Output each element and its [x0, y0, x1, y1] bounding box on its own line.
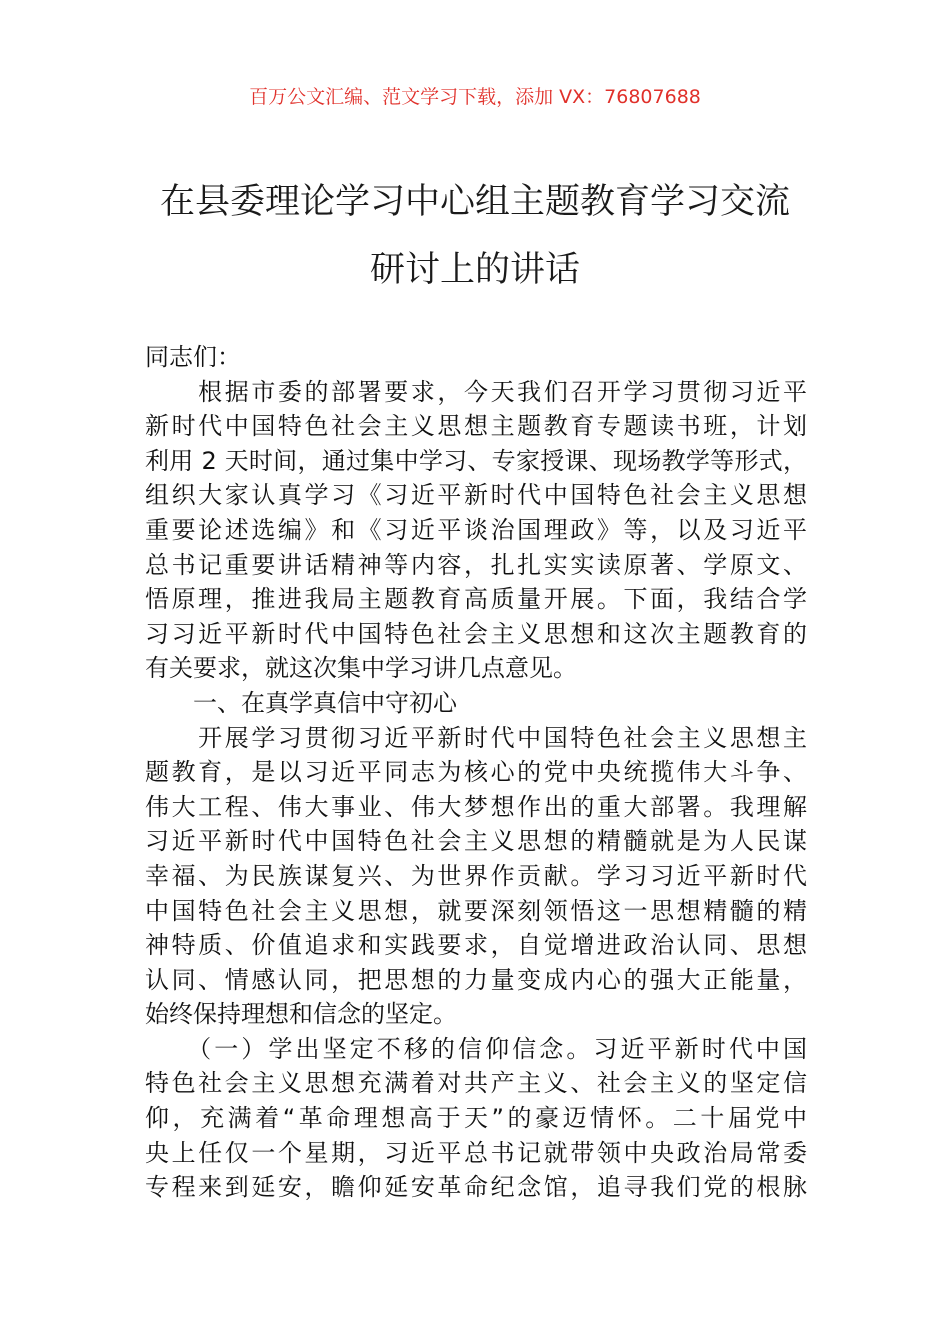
body-text-line: 新时代中国特色社会主义思想主题教育专题读书班，计划: [145, 412, 807, 441]
body-text-line: 有关要求，就这次集中学习讲几点意见。: [145, 654, 577, 683]
body-text-line: 总书记重要讲话精神等内容，扎扎实实读原著、学原文、: [145, 550, 807, 579]
body-text-line: 伟大工程、伟大事业、伟大梦想作出的重大部署。我理解: [145, 792, 807, 821]
body-text-line: 一、在真学真信中守初心: [145, 688, 457, 717]
body-text-line: 专程来到延安，瞻仰延安革命纪念馆，追寻我们党的根脉: [145, 1173, 807, 1202]
body-text-line: 神特质、价值追求和实践要求，自觉增进政治认同、思想: [145, 931, 807, 960]
body-text-line: 中国特色社会主义思想，就要深刻领悟这一思想精髓的精: [145, 896, 807, 925]
body-text-line: 组织大家认真学习《习近平新时代中国特色社会主义思想: [145, 481, 807, 510]
body-text-line: 幸福、为民族谋复兴、为世界作贡献。学习习近平新时代: [145, 861, 807, 890]
body-text-line: 重要论述选编》和《习近平谈治国理政》等，以及习近平: [145, 515, 807, 544]
body-text-line: 悟原理，推进我局主题教育高质量开展。下面，我结合学: [145, 585, 807, 614]
body-text-line: 认同、情感认同，把思想的力量变成内心的强大正能量，: [145, 965, 807, 994]
body-text-line: 利用 2 天时间，通过集中学习、专家授课、现场教学等形式，: [145, 446, 807, 475]
body-text-line: 习习近平新时代中国特色社会主义思想和这次主题教育的: [145, 619, 807, 648]
body-text-line: 同志们：: [145, 343, 241, 371]
document-title-line-1: 在县委理论学习中心组主题教育学习交流: [159, 182, 790, 222]
body-text-line: 习近平新时代中国特色社会主义思想的精髓就是为人民谋: [145, 827, 807, 856]
watermark-header: 百万公文汇编、范文学习下载，添加 VX：76807688: [249, 86, 701, 108]
body-text-line: 仰，充满着“革命理想高于天”的豪迈情怀。二十届党中: [145, 1104, 807, 1133]
document-body: [145, 340, 807, 1205]
body-text-line: 根据市委的部署要求，今天我们召开学习贯彻习近平: [145, 377, 807, 406]
body-text-line: 特色社会主义思想充满着对共产主义、社会主义的坚定信: [145, 1069, 807, 1098]
body-text-line: 开展学习贯彻习近平新时代中国特色社会主义思想主: [145, 723, 807, 752]
body-text-line: 始终保持理想和信念的坚定。: [145, 1000, 457, 1029]
body-text-line: （一）学出坚定不移的信仰信念。习近平新时代中国: [145, 1034, 807, 1063]
document-title-line-2: 研讨上的讲话: [369, 250, 580, 290]
body-text-line: 题教育，是以习近平同志为核心的党中央统揽伟大斗争、: [145, 758, 807, 787]
body-text-line: 央上任仅一个星期，习近平总书记就带领中央政治局常委: [145, 1138, 807, 1167]
